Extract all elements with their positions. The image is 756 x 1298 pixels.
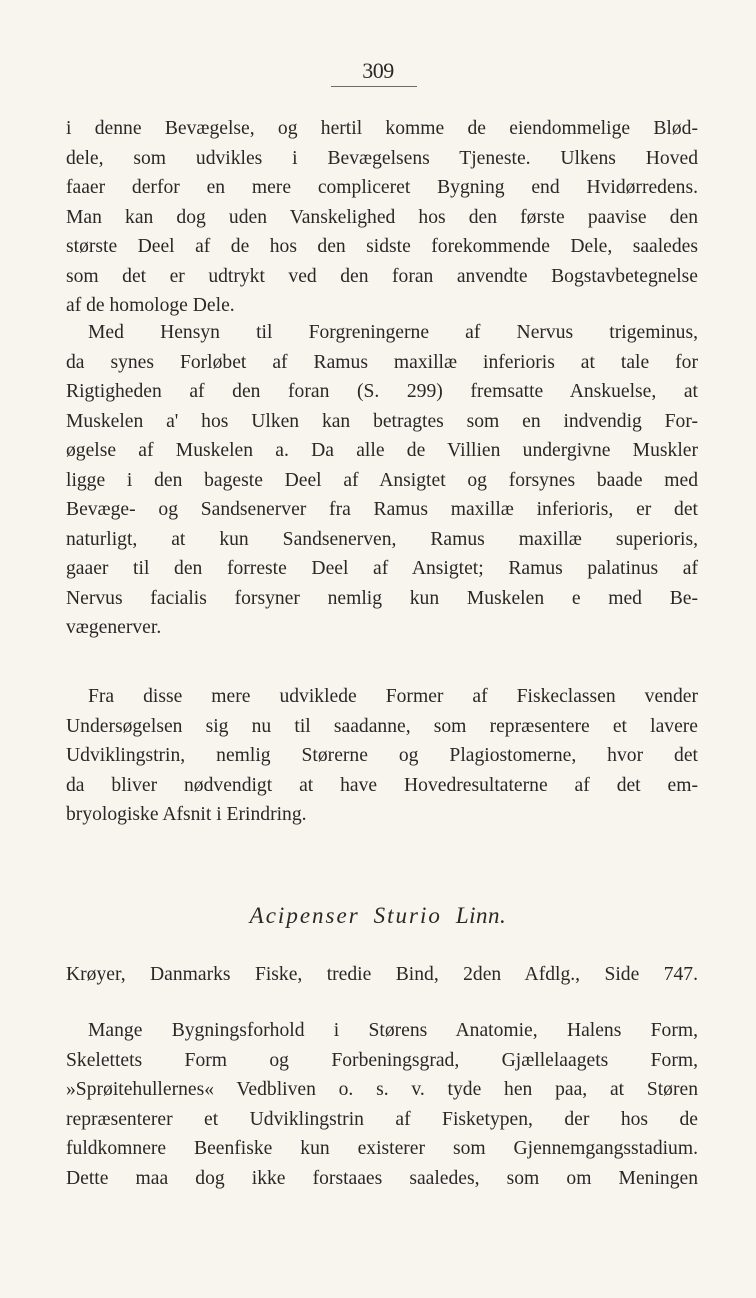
text-line: fuldkomnere Beenfiske kun existerer som Gjennemgangsstadium.: [66, 1138, 698, 1159]
text-line: bryologiske Afsnit i Erindring.: [66, 804, 307, 825]
text-line: repræsenterer et Udviklingstrin af Fisketypen, der hos de: [66, 1108, 698, 1130]
text-line: øgelse af Muskelen a. Da alle de Villien undergivne Muskler: [66, 440, 698, 461]
text-line: Udviklingstrin, nemlig Størerne og Plagiostomerne, hvor det: [66, 745, 698, 766]
text-line: da synes Forløbet af Ramus maxillæ inferioris at tale for: [66, 351, 698, 373]
text-line: Muskelen a' hos Ulken kan betragtes som en indvendig For-: [66, 410, 698, 432]
page-number-text: 309: [362, 58, 394, 83]
text-line: af de homologe Dele.: [66, 295, 235, 316]
text-line: vægenerver.: [66, 617, 162, 638]
heading-author: Linn.: [455, 903, 507, 928]
text-line: Bevæge- og Sandsenerver fra Ramus maxillæ inferioris, er det: [66, 499, 698, 520]
text-line: da bliver nødvendigt at have Hovedresultaterne af det em-: [66, 774, 698, 796]
paragraph-2: [66, 318, 698, 643]
text-line: »Sprøitehullernes« Vedbliven o. s. v. tyde hen paa, at Støren: [66, 1079, 698, 1100]
page-number-rule: [331, 86, 417, 87]
reference-line: Krøyer, Danmarks Fiske, tredie Bind, 2den Afdlg., Side 747.: [66, 964, 698, 985]
text-line: største Deel af de hos den sidste forekommende Dele, saaledes: [66, 236, 698, 257]
text-line: faaer derfor en mere compliceret Bygning end Hvidørredens.: [66, 177, 698, 198]
text-line: Fra disse mere udviklede Former af Fiskeclassen vender: [88, 686, 698, 707]
text-line: Rigtigheden af den foran (S. 299) fremsatte Anskuelse, at: [66, 381, 698, 402]
text-line: i denne Bevægelse, og hertil komme de eiendommelige Blød-: [66, 118, 698, 139]
text-line: dele, som udvikles i Bevægelsens Tjeneste. Ulkens Hoved: [66, 147, 698, 169]
paragraph-1: [66, 114, 698, 321]
section-heading: [0, 903, 756, 929]
heading-genus: Acipenser: [249, 903, 360, 928]
text-line: Man kan dog uden Vanskelighed hos den første paavise den: [66, 206, 698, 228]
text-line: gaaer til den forreste Deel af Ansigtet; Ramus palatinus af: [66, 558, 698, 579]
text-line: Dette maa dog ikke forstaaes saaledes, som om Meningen: [66, 1167, 698, 1189]
text-line: Nervus facialis forsyner nemlig kun Muskelen e med Be-: [66, 587, 698, 609]
text-line: Mange Bygningsforhold i Størens Anatomie, Halens Form,: [88, 1020, 698, 1041]
heading-species: Sturio: [373, 903, 442, 928]
paragraph-3: [66, 682, 698, 830]
text-line: ligge i den bageste Deel af Ansigtet og forsynes baade med: [66, 469, 698, 491]
text-line: Undersøgelsen sig nu til saadanne, som repræsentere et lavere: [66, 715, 698, 737]
paragraph-4: [66, 1016, 698, 1193]
text-line: som det er udtrykt ved den foran anvendte Bogstavbetegnelse: [66, 265, 698, 287]
text-line: Skelettets Form og Forbeningsgrad, Gjællelaagets Form,: [66, 1049, 698, 1071]
page-number: [0, 58, 756, 87]
text-line: Med Hensyn til Forgreningerne af Nervus trigeminus,: [88, 322, 698, 343]
reference-block: [66, 960, 698, 990]
text-line: naturligt, at kun Sandsenerven, Ramus maxillæ superioris,: [66, 528, 698, 550]
